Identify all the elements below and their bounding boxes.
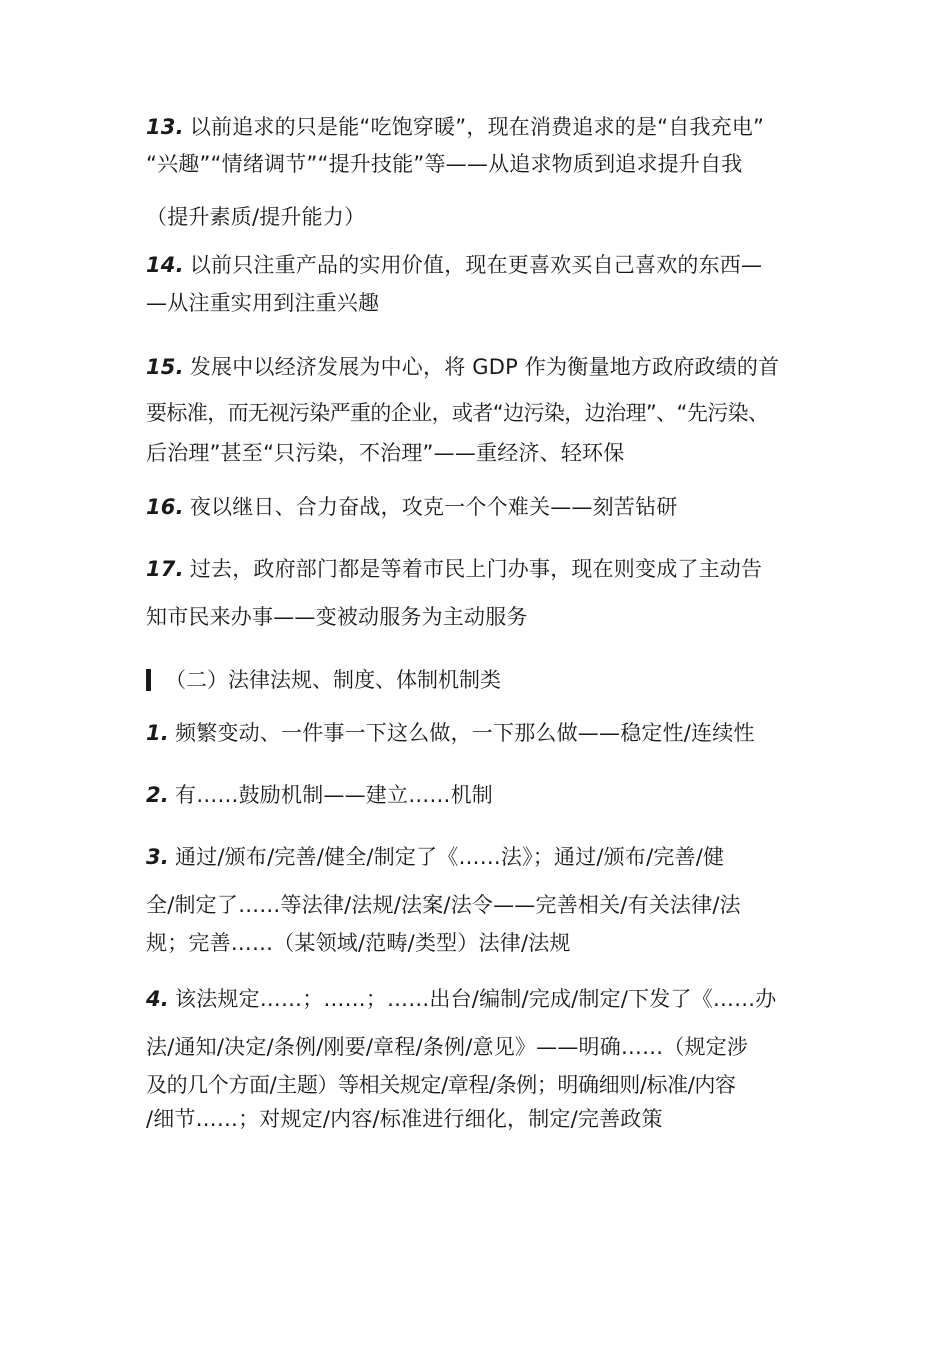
section-item-4 [146, 984, 814, 1138]
section-item-3 [146, 842, 814, 964]
paragraph-line: 2. 有……鼓励机制——建立……机制 [146, 783, 493, 807]
paragraph-line: 14. 以前只注重产品的实用价值，现在更喜欢买自己喜欢的东西— [146, 253, 763, 277]
paragraph-line: /细节……；对规定/内容/标准进行细化，制定/完善政策 [146, 1107, 663, 1131]
paragraph-line: 规；完善……（某领域/范畴/类型）法律/法规 [146, 931, 571, 955]
paragraph-line: 法/通知/决定/条例/刚要/章程/条例/意见》——明确……（规定涉 [146, 1035, 749, 1059]
item-number: 16. [146, 495, 184, 519]
item-number: 2. [146, 783, 169, 807]
paragraph-14 [146, 250, 814, 324]
section-item-1 [146, 718, 814, 754]
paragraph-17 [146, 554, 814, 638]
paragraph-line: 16. 夜以继日、合力奋战，攻克一个个难关——刻苦钻研 [146, 495, 678, 519]
item-number: 15. [146, 355, 184, 379]
item-number: 14. [146, 253, 184, 277]
item-number: 17. [146, 557, 184, 581]
paragraph-line: 3. 通过/颁布/完善/健全/制定了《……法》；通过/颁布/完善/健 [146, 845, 725, 869]
paragraph-line: 全/制定了……等法律/法规/法案/法令——完善相关/有关法律/法 [146, 893, 741, 917]
paragraph-line: 及的几个方面/主题）等相关规定/章程/条例；明确细则/标准/内容 [146, 1073, 736, 1097]
section-heading-text: （二）法律法规、制度、体制机制类 [165, 668, 501, 692]
paragraph-line: 要标准，而无视污染严重的企业，或者“边污染，边治理”、“先污染、 [146, 401, 769, 425]
paragraph-15 [146, 352, 814, 474]
item-number: 4. [146, 987, 169, 1011]
paragraph-line: —从注重实用到注重兴趣 [146, 291, 380, 315]
section-heading [146, 664, 501, 694]
paragraph-line: “兴趣”“情绪调节”“提升技能”等——从追求物质到追求提升自我 [146, 152, 743, 176]
item-number: 13. [146, 115, 184, 139]
paragraph-line: （提升素质/提升能力） [146, 205, 366, 229]
paragraph-16 [146, 492, 814, 528]
paragraph-line: 知市民来办事——变被动服务为主动服务 [146, 605, 528, 629]
paragraph-line: 15. 发展中以经济发展为中心，将 GDP 作为衡量地方政府政绩的首 [146, 355, 780, 379]
paragraph-line: 后治理”甚至“只污染，不治理”——重经济、轻环保 [146, 441, 625, 465]
section-item-2 [146, 780, 814, 816]
paragraph-line: 17. 过去，政府部门都是等着市民上门办事，现在则变成了主动告 [146, 557, 763, 581]
item-number: 3. [146, 845, 169, 869]
paragraph-13 [146, 109, 814, 238]
heading-marker-bar [146, 669, 151, 691]
item-number: 1. [146, 721, 169, 745]
paragraph-line: 13. 以前追求的只是能“吃饱穿暖”，现在消费追求的是“自我充电” [146, 115, 765, 139]
paragraph-line: 1. 频繁变动、一件事一下这么做，一下那么做——稳定性/连续性 [146, 721, 755, 745]
paragraph-line: 4. 该法规定……；……；……出台/编制/完成/制定/下发了《……办 [146, 987, 777, 1011]
